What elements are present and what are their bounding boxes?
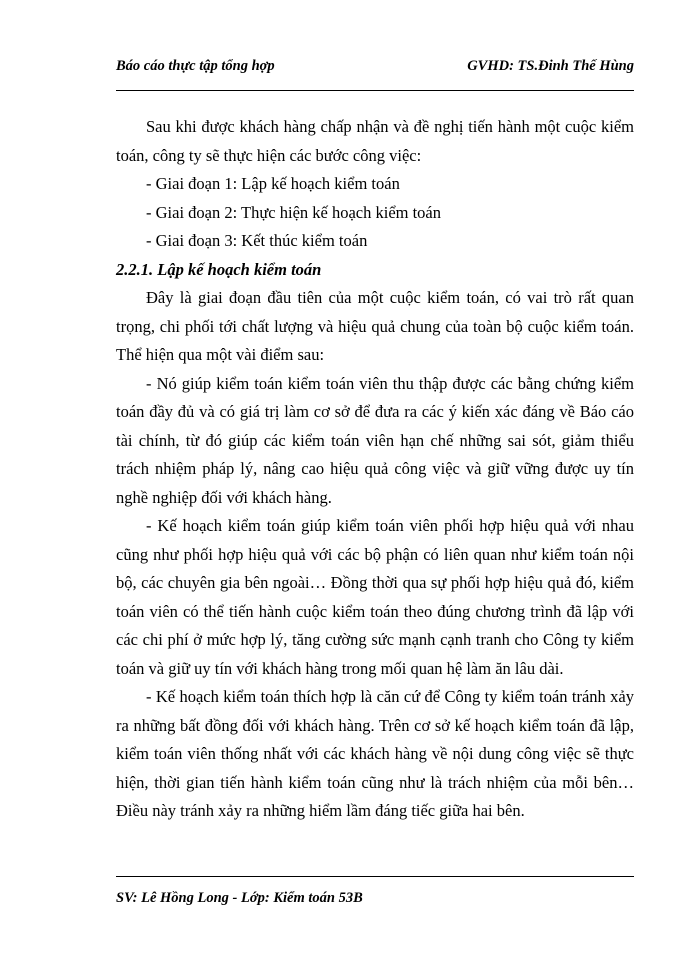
text-line: 2.2.1. Lập kế hoạch kiểm toán	[116, 259, 322, 279]
paragraph	[116, 370, 634, 513]
text-line: trọng, chi phối tới chất lượng và hiệu quả chung của toàn bộ cuộc kiểm toán.	[116, 316, 634, 336]
text-line: kiểm toán viên thống nhất với các khách hàng về nội dung công việc sẽ thực	[116, 744, 634, 763]
paragraph	[116, 683, 634, 826]
text-line: Sau khi được khách hàng chấp nhận và đề nghị tiến hành một cuộc kiểm	[146, 117, 634, 136]
text-line: Thể hiện qua một vài điểm sau:	[116, 345, 325, 364]
footer-divider	[116, 876, 634, 877]
paragraph	[116, 227, 634, 256]
text-line: Điều này tránh xảy ra những hiểm lầm đáng tiếc giữa hai bên.	[116, 801, 525, 820]
paragraph	[116, 512, 634, 683]
paragraph	[116, 170, 634, 199]
paragraph	[116, 113, 634, 170]
text-line: tài chính, từ đó giúp các kiểm toán viên hạn chế những sai sót, giảm thiểu	[116, 430, 634, 450]
section-heading	[116, 256, 634, 285]
text-line: nghề nghiệp đối với khách hàng.	[116, 487, 332, 507]
paragraph	[116, 284, 634, 370]
header-report-title: Báo cáo thực tập tổng hợp	[116, 58, 275, 74]
text-line: trách nhiệm pháp lý, nâng cao hiệu quả công việc và giữ vững được uy tín	[116, 459, 634, 478]
text-line: toán đầy đủ và có giá trị làm cơ sở để đưa ra các ý kiến xác đáng về Báo cáo	[116, 402, 634, 421]
text-line: - Giai đoạn 3: Kết thúc kiểm toán	[146, 231, 368, 250]
header-divider	[116, 90, 634, 91]
text-line: bộ, các chuyên gia bên ngoài… Đồng thời qua sự phối hợp hiệu quả đó, kiểm	[116, 573, 634, 592]
paragraph	[116, 199, 634, 228]
text-line: Đây là giai đoạn đầu tiên của một cuộc kiểm toán, có vai trò rất quan	[146, 288, 634, 307]
text-line: hiện, thời gian tiến hành kiểm toán cũng như là trách nhiệm của mỗi bên…	[116, 772, 634, 792]
text-line: toán viên có thể tiến hành cuộc kiểm toán theo đúng chương trình đã lập với	[116, 601, 634, 621]
page-header	[116, 58, 634, 75]
header-supervisor: GVHD: TS.Đinh Thế Hùng	[467, 58, 634, 74]
text-line: toán, công ty sẽ thực hiện các bước công việc:	[116, 145, 422, 165]
text-line: - Giai đoạn 2: Thực hiện kế hoạch kiểm toán	[146, 202, 442, 222]
document-body	[116, 113, 634, 826]
text-line: - Kế hoạch kiểm toán giúp kiểm toán viên phối hợp hiệu quả với nhau	[146, 516, 634, 535]
text-line: - Giai đoạn 1: Lập kế hoạch kiểm toán	[146, 174, 400, 193]
text-line: toán và giữ uy tín với khách hàng trong mối quan hệ làm ăn lâu dài.	[116, 658, 564, 678]
text-line: ra những bất đồng đối với khách hàng. Trên cơ sở kế hoạch kiểm toán đã lập,	[116, 715, 634, 735]
page-footer: SV: Lê Hồng Long - Lớp: Kiểm toán 53B	[116, 890, 363, 906]
text-line: các chi phí ở mức hợp lý, tăng cường sức mạnh cạnh tranh cho Công ty kiểm	[116, 630, 634, 649]
text-line: cũng như phối hợp hiệu quả với các bộ phận có liên quan như kiểm toán nội	[116, 544, 634, 564]
text-line: - Kế hoạch kiểm toán thích hợp là căn cứ để Công ty kiểm toán tránh xảy	[146, 687, 634, 706]
text-line: - Nó giúp kiểm toán kiểm toán viên thu thập được các bằng chứng kiểm	[146, 373, 634, 393]
